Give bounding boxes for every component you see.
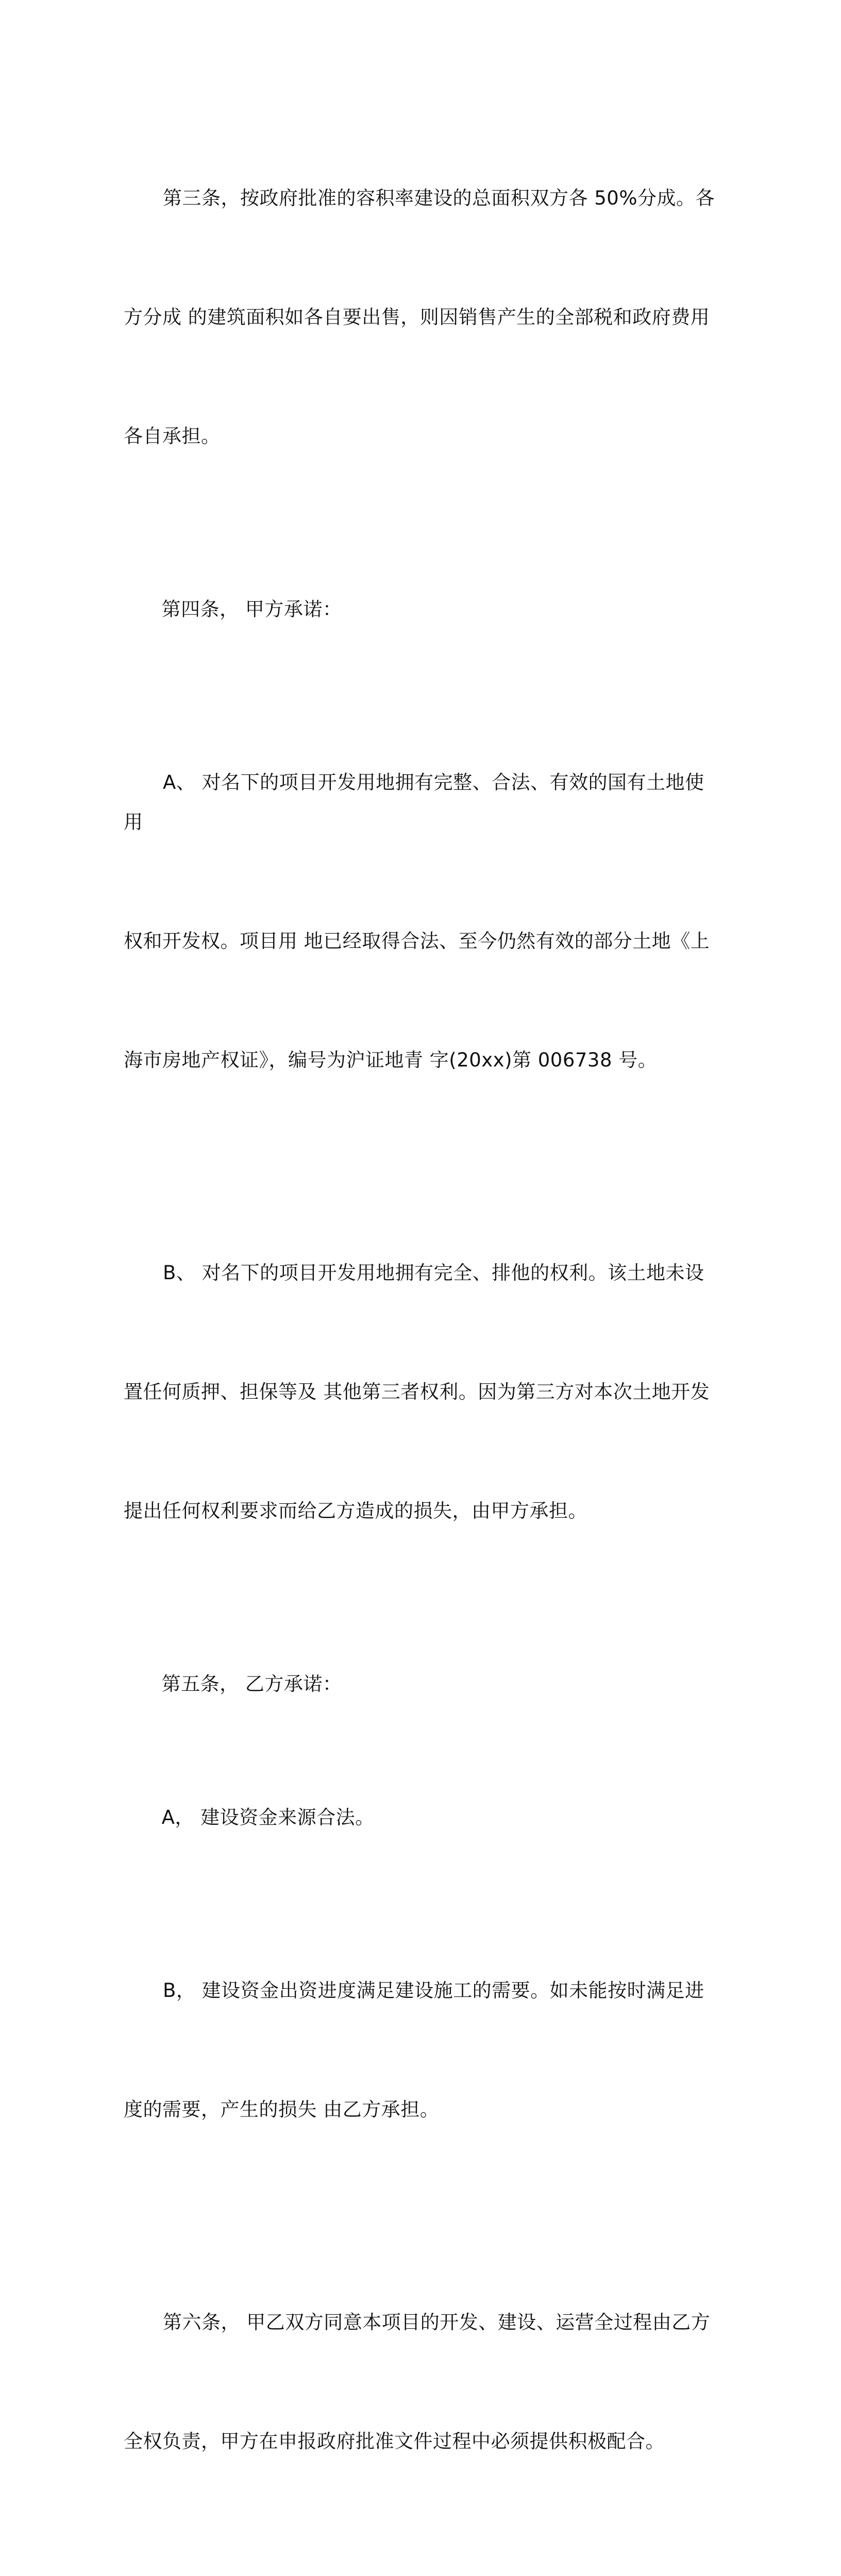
text-line: 各自承担。 — [124, 425, 221, 447]
text-line: 海市房地产权证》，编号为沪证地青 字(20xx)第 006738 号。 — [124, 1049, 658, 1071]
article-6-paragraph — [124, 2223, 716, 2540]
text-line: 第五条， 乙方承诺： — [161, 1673, 342, 1695]
text-line: 方分成 的建筑面积如各自要出售，则因销售产生的全部税和政府费用 — [124, 306, 710, 328]
text-line: A， 建设资金来源合法。 — [161, 1806, 375, 1828]
text-line: 第四条， 甲方承诺： — [161, 598, 342, 620]
article-5-clause-b — [124, 1891, 716, 2209]
text-line: 权和开发权。项目用 地已经取得合法、至今仍然有效的部分土地《上 — [124, 930, 710, 952]
contract-body — [124, 99, 716, 2576]
article-3-paragraph — [124, 99, 716, 535]
text-line: 全权负责，甲方在申报政府批准文件过程中必须提供积极配合。 — [124, 2430, 665, 2452]
text-line: B， 建设资金出资进度满足建设施工的需要。如未能按时满足进 — [163, 1979, 704, 2002]
article-4-heading — [124, 550, 716, 669]
text-line: 置任何质押、担保等及 其他第三者权利。因为第三方对本次土地开发 — [124, 1381, 710, 1403]
article-5-heading — [124, 1624, 716, 1743]
article-4-clause-a — [124, 683, 716, 1159]
article-4-clause-b — [124, 1174, 716, 1610]
article-5-clause-a — [124, 1758, 716, 1877]
article-7-heading — [124, 2555, 716, 2576]
text-line: 第三条，按政府批准的容积率建设的总面积双方各 50%分成。各 — [163, 187, 715, 209]
text-line: 第六条， 甲乙双方同意本项目的开发、建设、运营全过程由乙方 — [163, 2311, 711, 2333]
text-line: B、 对名下的项目开发用地拥有完全、排他的权利。该土地未设 — [163, 1262, 704, 1284]
text-line: 提出任何权利要求而给乙方造成的损失，由甲方承担。 — [124, 1500, 587, 1522]
text-line: A、 对名下的项目开发用地拥有完整、合法、有效的国有土地使用 — [124, 771, 704, 833]
text-line: 度的需要，产生的损失 由乙方承担。 — [124, 2098, 440, 2121]
